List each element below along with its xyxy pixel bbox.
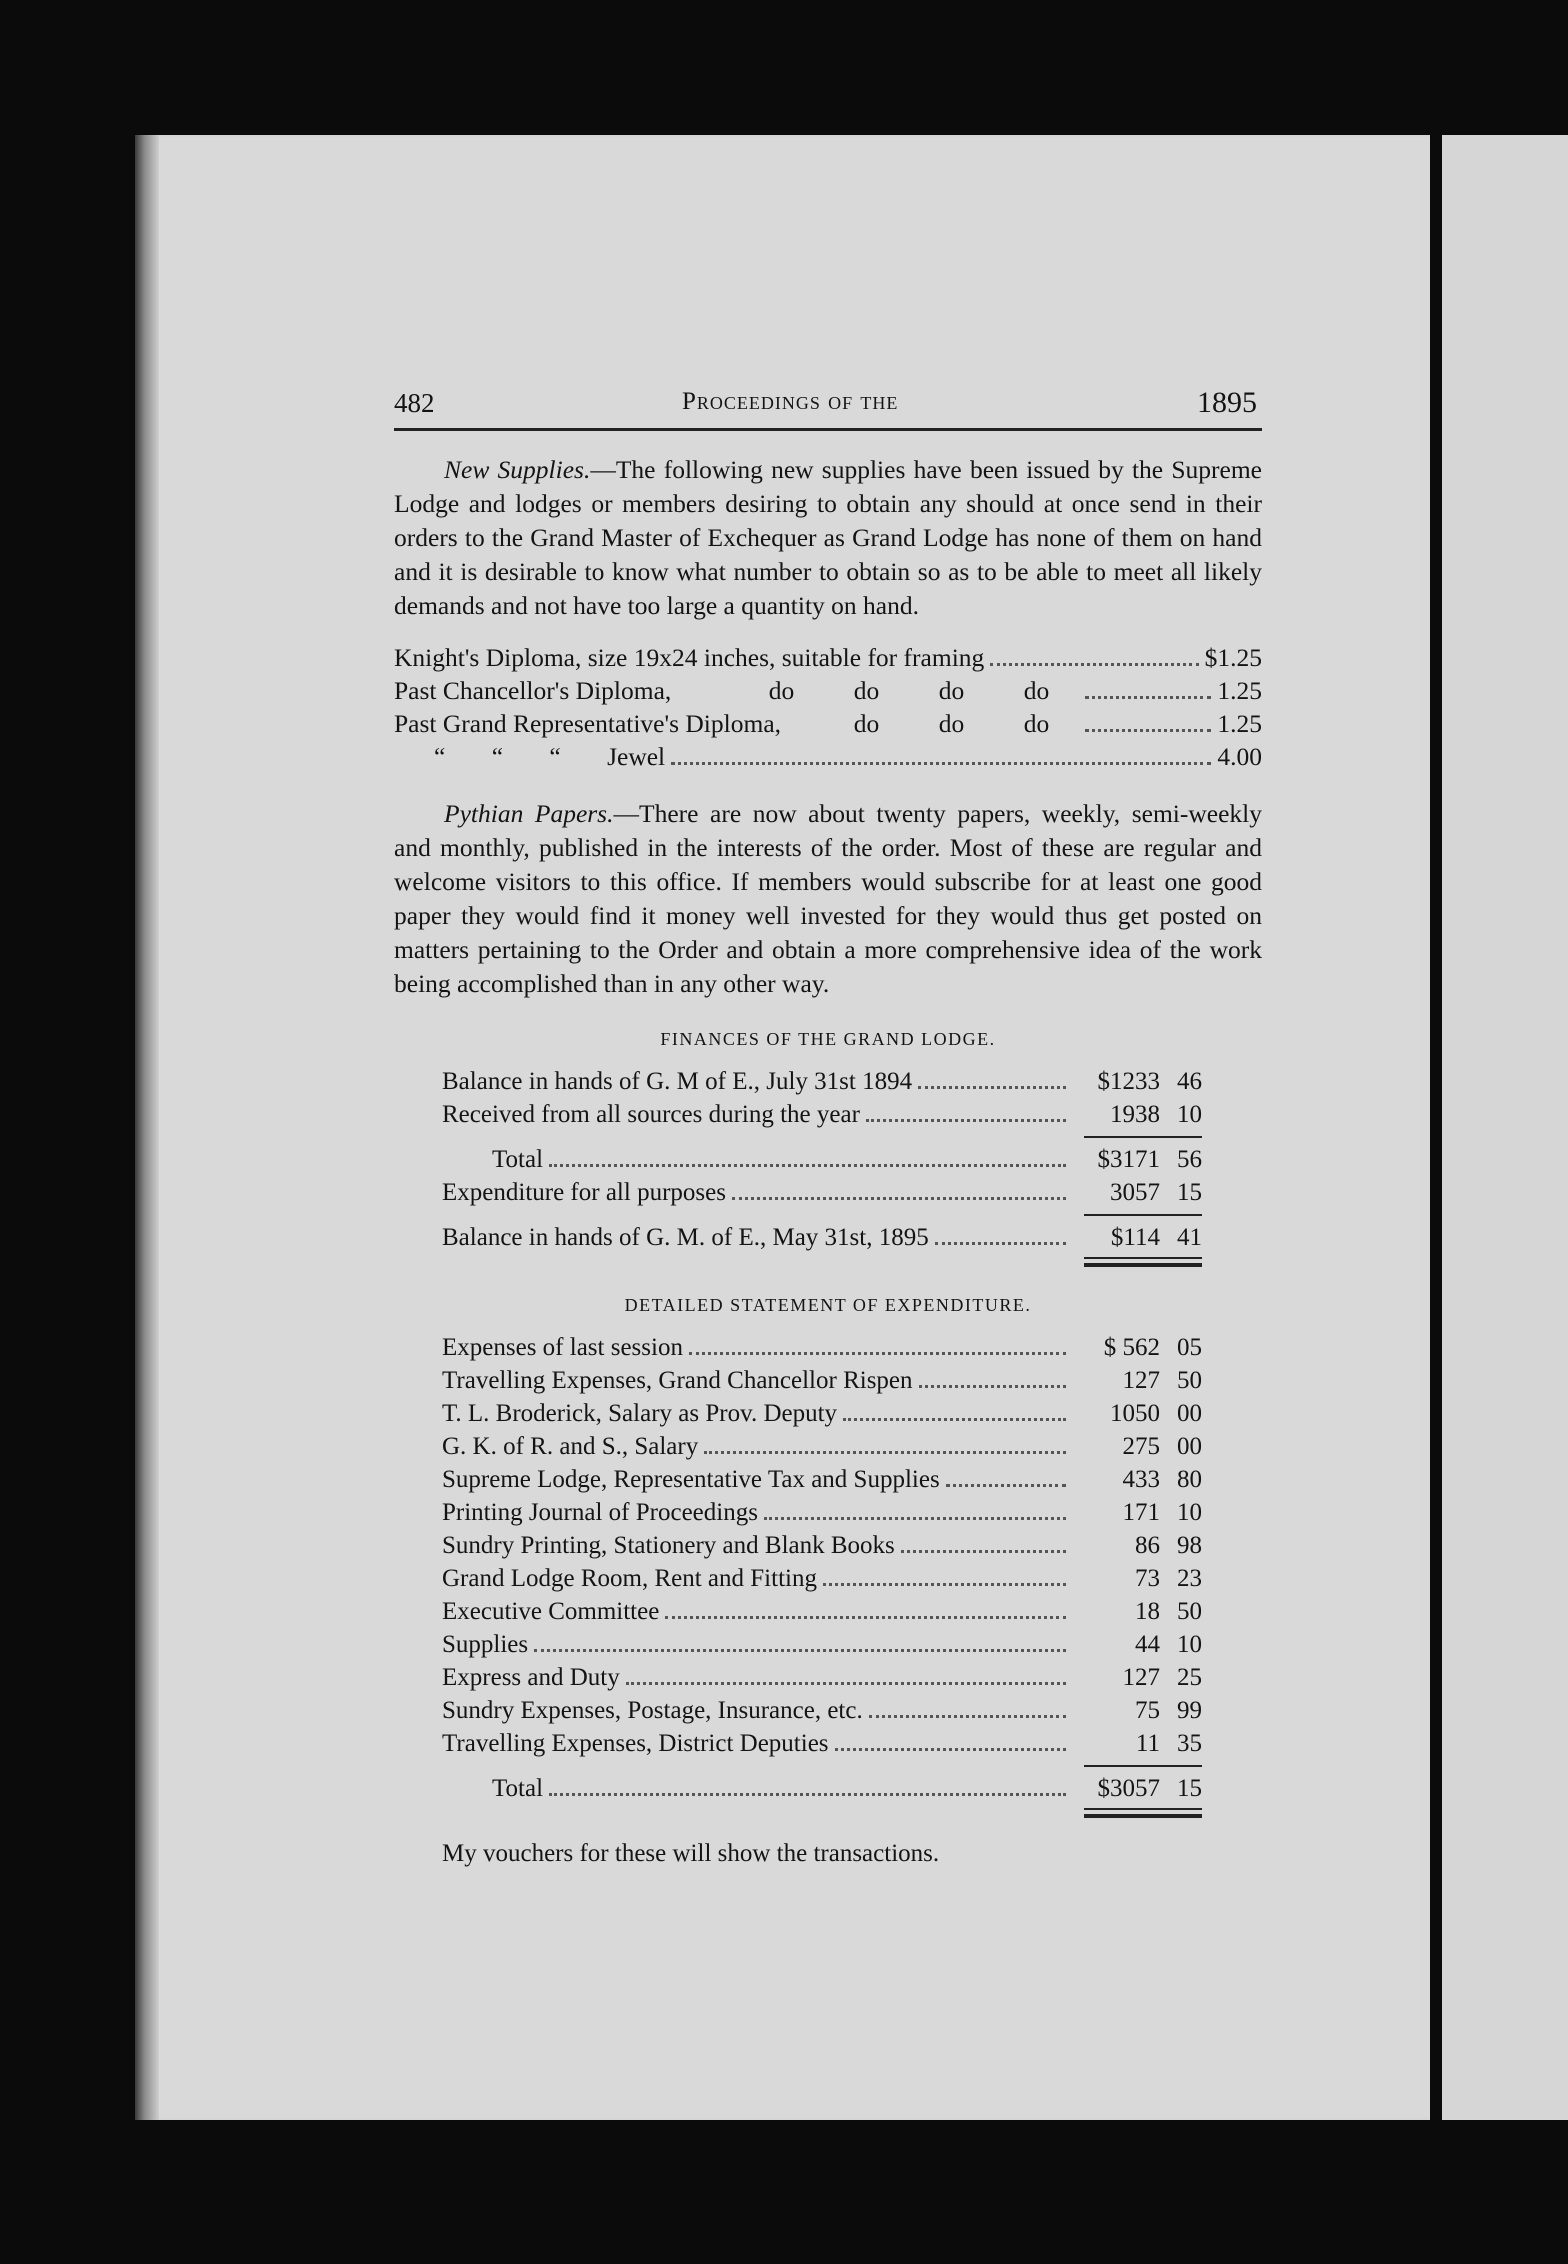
ledger-balance-row — [442, 1224, 1202, 1257]
leader-dots — [549, 1775, 1066, 1796]
leader-dots — [1085, 678, 1211, 699]
ledger-dollars: 275 — [1122, 1433, 1160, 1460]
ledger-dollars: 75 — [1135, 1697, 1160, 1724]
ditto-mark: do — [853, 676, 880, 705]
ledger-label: Grand Lodge Room, Rent and Fitting — [442, 1565, 817, 1592]
double-rule — [1084, 1257, 1202, 1267]
ledger-label: Total — [492, 1146, 544, 1173]
ledger-dollars: $3057 — [1097, 1775, 1160, 1802]
new-supplies-paragraph — [394, 453, 1262, 623]
leader-dots — [626, 1664, 1066, 1685]
ledger-row — [442, 1179, 1202, 1212]
pythian-papers-text: —There are now about twenty papers, weekly, semi-weekly and monthly, published in the interests of the order. Most of these are regular and welcome visitors to this office. If members would subscribe for at least one good paper they would find it money well invested for they would thus get posted on matters pertaining to the Order and obtain a more comprehensive idea of the work being accomplished than in any other way. — [394, 799, 1263, 998]
ledger-row — [442, 1367, 1202, 1400]
double-rule — [1084, 1808, 1202, 1818]
ledger-dollars: 3057 — [1110, 1179, 1160, 1206]
ledger-label: Received from all sources during the year — [442, 1101, 860, 1128]
leader-dots — [935, 1224, 1066, 1245]
running-head — [394, 380, 1262, 422]
ledger-cents: 00 — [1177, 1433, 1202, 1460]
page-content — [394, 380, 1262, 1868]
price-row — [394, 709, 1262, 742]
leader-dots — [919, 1367, 1066, 1388]
ditto-mark: do — [938, 676, 965, 705]
ledger-total-row — [442, 1775, 1202, 1808]
price-label: Past Chancellor's Diploma, — [394, 676, 672, 705]
header-rule — [394, 428, 1262, 431]
ledger-cents: 50 — [1177, 1367, 1202, 1394]
ledger-cents: 05 — [1177, 1334, 1202, 1361]
ledger-amount — [1072, 1697, 1202, 1725]
page-edge — [135, 135, 159, 2120]
running-year: 1895 — [1197, 386, 1257, 419]
ditto-mark: do — [768, 676, 795, 705]
new-supplies-text: —The following new supplies have been issued by the Supreme Lodge and lodges or members desiring to obtain any should at once send in their orders to the Grand Master of Exchequer as Grand Lodge has none of them on hand and it is desirable to know what number to obtain so as to be able to meet all likely demands and not have too large a quantity on hand. — [394, 455, 1262, 620]
ledger-amount — [1072, 1730, 1202, 1758]
ledger-cents: 15 — [1177, 1179, 1202, 1206]
price-label: Past Grand Representative's Diploma, — [394, 709, 782, 738]
ledger-row — [442, 1400, 1202, 1433]
ledger-cents: 41 — [1177, 1224, 1202, 1251]
ledger-dollars: 171 — [1122, 1499, 1160, 1526]
finances-heading: FINANCES OF THE GRAND LODGE. — [660, 1029, 996, 1049]
ledger-row — [442, 1101, 1202, 1134]
leader-dots — [1085, 711, 1211, 732]
ledger-cents: 10 — [1177, 1499, 1202, 1526]
new-supplies-lead: New Supplies. — [444, 455, 591, 484]
ditto-mark: do — [853, 709, 880, 738]
ledger-amount — [1072, 1499, 1202, 1527]
price-row — [394, 643, 1262, 676]
ledger-dollars: $114 — [1110, 1224, 1160, 1251]
leader-dots — [946, 1466, 1066, 1487]
price-row — [394, 742, 1262, 775]
price-row — [394, 676, 1262, 709]
ledger-row — [442, 1433, 1202, 1466]
ledger-label: Executive Committee — [442, 1598, 660, 1625]
ledger-dollars: 11 — [1135, 1730, 1160, 1757]
ledger-total-row — [442, 1146, 1202, 1179]
ledger-row — [442, 1334, 1202, 1367]
ditto-mark: do — [938, 709, 965, 738]
ledger-cents: 98 — [1177, 1532, 1202, 1559]
leader-dots — [835, 1730, 1066, 1751]
ledger-amount — [1072, 1598, 1202, 1626]
leader-dots — [671, 744, 1211, 765]
ledger-dollars: $3171 — [1097, 1146, 1160, 1173]
ledger-amount — [1072, 1664, 1202, 1692]
ledger-amount — [1072, 1433, 1202, 1461]
ledger-amount — [1072, 1775, 1202, 1803]
leader-dots — [534, 1631, 1066, 1652]
closing-line: My vouchers for these will show the transactions. — [442, 1840, 940, 1867]
price-value: 1.25 — [1217, 709, 1262, 738]
ledger-amount — [1072, 1565, 1202, 1593]
leader-dots — [869, 1697, 1066, 1718]
leader-dots — [549, 1146, 1066, 1167]
ledger-cents: 00 — [1177, 1400, 1202, 1427]
ledger-row — [442, 1697, 1202, 1730]
leader-dots — [732, 1179, 1066, 1200]
price-value: 4.00 — [1217, 742, 1262, 771]
leader-dots — [843, 1400, 1066, 1421]
leader-dots — [764, 1499, 1066, 1520]
ledger-row — [442, 1466, 1202, 1499]
ledger-dollars: 18 — [1135, 1598, 1160, 1625]
ledger-amount — [1072, 1466, 1202, 1494]
leader-dots — [704, 1433, 1066, 1454]
ledger-cents: 23 — [1177, 1565, 1202, 1592]
price-label: Knight's Diploma, size 19x24 inches, suitable for framing — [394, 643, 985, 672]
ledger-row — [442, 1664, 1202, 1697]
ledger-label: Sundry Expenses, Postage, Insurance, etc. — [442, 1697, 863, 1724]
ledger-dollars: 1050 — [1110, 1400, 1160, 1427]
ledger-label: G. K. of R. and S., Salary — [442, 1433, 699, 1460]
ledger-row — [442, 1730, 1202, 1763]
ledger-cents: 80 — [1177, 1466, 1202, 1493]
ledger-label: Balance in hands of G. M of E., July 31st 1894 — [442, 1068, 913, 1095]
ledger-cents: 56 — [1177, 1146, 1202, 1173]
facing-page — [1440, 135, 1568, 2120]
leader-dots — [918, 1068, 1066, 1089]
ledger-row — [442, 1068, 1202, 1101]
ledger-dollars: 1938 — [1110, 1101, 1160, 1128]
expenditure-ledger — [442, 1334, 1202, 1818]
ledger-amount — [1072, 1631, 1202, 1659]
ledger-label: T. L. Broderick, Salary as Prov. Deputy — [442, 1400, 838, 1427]
ditto-mark: do — [1023, 709, 1050, 738]
ledger-dollars: 44 — [1135, 1631, 1160, 1658]
ledger-label: Sundry Printing, Stationery and Blank Books — [442, 1532, 895, 1559]
expenditure-heading: DETAILED STATEMENT OF EXPENDITURE. — [624, 1295, 1032, 1315]
ledger-cents: 10 — [1177, 1101, 1202, 1128]
ledger-label: Total — [492, 1775, 544, 1802]
ledger-amount — [1072, 1367, 1202, 1395]
ledger-cents: 15 — [1177, 1775, 1202, 1802]
running-title: Proceedings of the — [682, 388, 899, 415]
ledger-row — [442, 1499, 1202, 1532]
ledger-cents: 10 — [1177, 1631, 1202, 1658]
ledger-label: Travelling Expenses, District Deputies — [442, 1730, 829, 1757]
ledger-cents: 25 — [1177, 1664, 1202, 1691]
ditto-mark: do — [1023, 676, 1050, 705]
finances-ledger — [442, 1068, 1202, 1267]
ledger-row — [442, 1565, 1202, 1598]
ledger-label: Supplies — [442, 1631, 529, 1658]
leader-dots — [866, 1101, 1066, 1122]
ledger-dollars: 86 — [1135, 1532, 1160, 1559]
ledger-dollars: 433 — [1122, 1466, 1160, 1493]
ledger-label: Balance in hands of G. M. of E., May 31st, 1895 — [442, 1224, 929, 1251]
leader-dots — [823, 1565, 1066, 1586]
ledger-amount — [1072, 1400, 1202, 1428]
price-list — [394, 643, 1262, 775]
ledger-dollars: 127 — [1122, 1664, 1160, 1691]
ledger-row — [442, 1598, 1202, 1631]
ledger-label: Printing Journal of Proceedings — [442, 1499, 758, 1526]
leader-dots — [665, 1598, 1066, 1619]
ledger-label: Travelling Expenses, Grand Chancellor Rispen — [442, 1367, 913, 1394]
pythian-papers-paragraph — [394, 797, 1262, 1001]
price-value: 1.25 — [1217, 676, 1262, 705]
ledger-amount — [1072, 1334, 1202, 1362]
page-number: 482 — [394, 388, 435, 418]
price-value: $1.25 — [1204, 643, 1262, 672]
price-label: “ “ “ Jewel — [434, 742, 666, 771]
leader-dots — [990, 645, 1198, 666]
leader-dots — [689, 1334, 1066, 1355]
ledger-cents: 50 — [1177, 1598, 1202, 1625]
ledger-row — [442, 1631, 1202, 1664]
ledger-cents: 99 — [1177, 1697, 1202, 1724]
ledger-dollars: $ 562 — [1103, 1334, 1160, 1361]
ledger-amount — [1072, 1532, 1202, 1560]
ledger-cents: 46 — [1177, 1068, 1202, 1095]
ledger-dollars: 127 — [1122, 1367, 1160, 1394]
ledger-label: Expenses of last session — [442, 1334, 683, 1361]
ledger-label: Express and Duty — [442, 1664, 620, 1691]
ledger-dollars: 73 — [1135, 1565, 1160, 1592]
ledger-dollars: $1233 — [1097, 1068, 1160, 1095]
ledger-label: Expenditure for all purposes — [442, 1179, 726, 1206]
pythian-papers-lead: Pythian Papers. — [444, 799, 614, 828]
ledger-cents: 35 — [1177, 1730, 1202, 1757]
ledger-label: Supreme Lodge, Representative Tax and Supplies — [442, 1466, 940, 1493]
ledger-row — [442, 1532, 1202, 1565]
leader-dots — [901, 1532, 1066, 1553]
